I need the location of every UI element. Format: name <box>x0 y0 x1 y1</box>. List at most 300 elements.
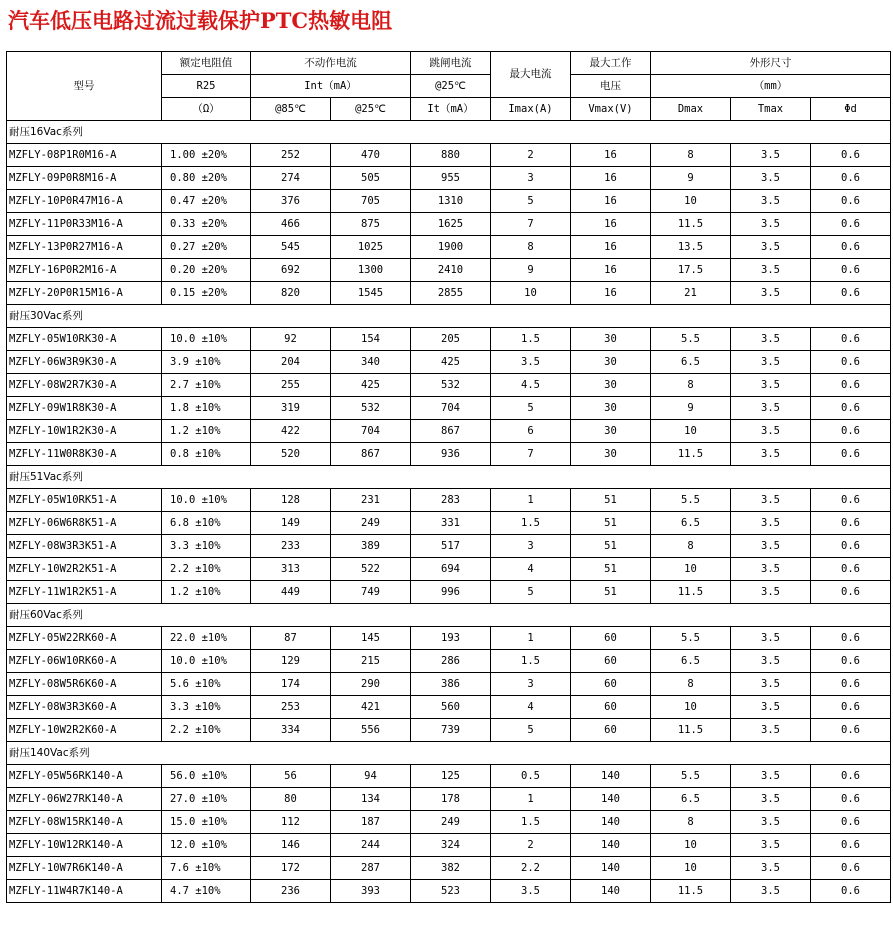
cell-model: MZFLY-06W3R9K30-A <box>7 351 162 374</box>
header-row-1 <box>7 52 891 75</box>
cell-model: MZFLY-08W3R3K60-A <box>7 696 162 719</box>
cell-imax: 3 <box>491 167 571 190</box>
cell-tmax: 3.5 <box>731 144 811 167</box>
cell-dmax: 5.5 <box>651 328 731 351</box>
cell-trip-current: 2855 <box>411 282 491 305</box>
cell-vmax: 51 <box>571 581 651 604</box>
cell-model: MZFLY-11P0R33M16-A <box>7 213 162 236</box>
cell-resistance: 0.27 ±20% <box>162 236 251 259</box>
cell-int-25: 425 <box>331 374 411 397</box>
group-row <box>7 121 891 144</box>
cell-int-85: 129 <box>251 650 331 673</box>
cell-model: MZFLY-10W12RK140-A <box>7 834 162 857</box>
cell-resistance: 10.0 ±10% <box>162 328 251 351</box>
cell-int-85: 233 <box>251 535 331 558</box>
cell-dmax: 8 <box>651 673 731 696</box>
cell-resistance: 0.33 ±20% <box>162 213 251 236</box>
cell-vmax: 140 <box>571 880 651 903</box>
table-row <box>7 673 891 696</box>
table-row <box>7 811 891 834</box>
cell-phid: 0.6 <box>811 857 891 880</box>
cell-int-85: 313 <box>251 558 331 581</box>
cell-vmax: 30 <box>571 351 651 374</box>
cell-resistance: 3.3 ±10% <box>162 696 251 719</box>
cell-phid: 0.6 <box>811 236 891 259</box>
cell-resistance: 2.2 ±10% <box>162 558 251 581</box>
cell-model: MZFLY-05W22RK60-A <box>7 627 162 650</box>
cell-int-85: 692 <box>251 259 331 282</box>
cell-phid: 0.6 <box>811 581 891 604</box>
cell-vmax: 16 <box>571 259 651 282</box>
cell-model: MZFLY-08W2R7K30-A <box>7 374 162 397</box>
cell-resistance: 0.80 ±20% <box>162 167 251 190</box>
cell-int-85: 319 <box>251 397 331 420</box>
cell-model: MZFLY-10W1R2K30-A <box>7 420 162 443</box>
cell-tmax: 3.5 <box>731 190 811 213</box>
cell-phid: 0.6 <box>811 489 891 512</box>
cell-tmax: 3.5 <box>731 673 811 696</box>
cell-int-85: 253 <box>251 696 331 719</box>
cell-phid: 0.6 <box>811 213 891 236</box>
cell-phid: 0.6 <box>811 696 891 719</box>
cell-resistance: 15.0 ±10% <box>162 811 251 834</box>
cell-imax: 4 <box>491 558 571 581</box>
cell-int-25: 154 <box>331 328 411 351</box>
header-trip-at25: @25℃ <box>411 75 491 98</box>
table-row <box>7 558 891 581</box>
table-row <box>7 328 891 351</box>
header-vmax: Vmax(V) <box>571 98 651 121</box>
table-row <box>7 374 891 397</box>
cell-phid: 0.6 <box>811 765 891 788</box>
cell-trip-current: 560 <box>411 696 491 719</box>
cell-tmax: 3.5 <box>731 558 811 581</box>
cell-vmax: 140 <box>571 765 651 788</box>
table-row <box>7 696 891 719</box>
cell-resistance: 2.7 ±10% <box>162 374 251 397</box>
cell-trip-current: 867 <box>411 420 491 443</box>
cell-vmax: 16 <box>571 144 651 167</box>
cell-imax: 1.5 <box>491 512 571 535</box>
cell-resistance: 4.7 ±10% <box>162 880 251 903</box>
cell-model: MZFLY-06W10RK60-A <box>7 650 162 673</box>
cell-vmax: 60 <box>571 627 651 650</box>
cell-model: MZFLY-05W10RK51-A <box>7 489 162 512</box>
cell-imax: 5 <box>491 581 571 604</box>
cell-tmax: 3.5 <box>731 650 811 673</box>
cell-dmax: 10 <box>651 834 731 857</box>
cell-int-85: 149 <box>251 512 331 535</box>
table-row <box>7 236 891 259</box>
cell-tmax: 3.5 <box>731 282 811 305</box>
header-non-trip-current: 不动作电流 <box>251 52 411 75</box>
cell-dmax: 8 <box>651 374 731 397</box>
cell-phid: 0.6 <box>811 420 891 443</box>
header-tmax: Tmax <box>731 98 811 121</box>
cell-resistance: 0.47 ±20% <box>162 190 251 213</box>
cell-int-25: 867 <box>331 443 411 466</box>
cell-imax: 3.5 <box>491 351 571 374</box>
cell-model: MZFLY-09P0R8M16-A <box>7 167 162 190</box>
cell-int-25: 244 <box>331 834 411 857</box>
cell-dmax: 6.5 <box>651 351 731 374</box>
cell-int-25: 421 <box>331 696 411 719</box>
cell-vmax: 30 <box>571 328 651 351</box>
cell-resistance: 0.20 ±20% <box>162 259 251 282</box>
table-row <box>7 144 891 167</box>
cell-tmax: 3.5 <box>731 351 811 374</box>
cell-phid: 0.6 <box>811 834 891 857</box>
cell-model: MZFLY-13P0R27M16-A <box>7 236 162 259</box>
series-label: 耐压16Vac系列 <box>7 121 891 144</box>
cell-tmax: 3.5 <box>731 627 811 650</box>
header-trip-current: 跳闸电流 <box>411 52 491 75</box>
header-voltage: 电压 <box>571 75 651 98</box>
cell-model: MZFLY-06W27RK140-A <box>7 788 162 811</box>
cell-imax: 5 <box>491 190 571 213</box>
series-label: 耐压140Vac系列 <box>7 742 891 765</box>
cell-phid: 0.6 <box>811 259 891 282</box>
cell-vmax: 51 <box>571 558 651 581</box>
table-row <box>7 213 891 236</box>
cell-int-85: 820 <box>251 282 331 305</box>
cell-vmax: 140 <box>571 811 651 834</box>
cell-phid: 0.6 <box>811 374 891 397</box>
cell-imax: 3 <box>491 535 571 558</box>
cell-trip-current: 382 <box>411 857 491 880</box>
cell-int-85: 172 <box>251 857 331 880</box>
cell-trip-current: 694 <box>411 558 491 581</box>
cell-model: MZFLY-08W15RK140-A <box>7 811 162 834</box>
cell-imax: 7 <box>491 213 571 236</box>
cell-vmax: 16 <box>571 190 651 213</box>
cell-vmax: 140 <box>571 857 651 880</box>
cell-trip-current: 249 <box>411 811 491 834</box>
series-label: 耐压51Vac系列 <box>7 466 891 489</box>
cell-vmax: 51 <box>571 535 651 558</box>
cell-dmax: 11.5 <box>651 581 731 604</box>
cell-int-25: 389 <box>331 535 411 558</box>
cell-resistance: 10.0 ±10% <box>162 650 251 673</box>
cell-phid: 0.6 <box>811 650 891 673</box>
cell-imax: 1 <box>491 627 571 650</box>
cell-tmax: 3.5 <box>731 328 811 351</box>
cell-imax: 4.5 <box>491 374 571 397</box>
cell-dmax: 8 <box>651 811 731 834</box>
table-row <box>7 167 891 190</box>
cell-int-25: 1300 <box>331 259 411 282</box>
cell-vmax: 140 <box>571 788 651 811</box>
cell-model: MZFLY-20P0R15M16-A <box>7 282 162 305</box>
cell-imax: 1 <box>491 788 571 811</box>
cell-vmax: 16 <box>571 282 651 305</box>
header-model: 型号 <box>7 52 162 121</box>
cell-trip-current: 880 <box>411 144 491 167</box>
cell-model: MZFLY-09W1R8K30-A <box>7 397 162 420</box>
group-row <box>7 604 891 627</box>
cell-trip-current: 2410 <box>411 259 491 282</box>
cell-dmax: 11.5 <box>651 213 731 236</box>
cell-imax: 3 <box>491 673 571 696</box>
cell-tmax: 3.5 <box>731 236 811 259</box>
cell-int-85: 376 <box>251 190 331 213</box>
cell-trip-current: 331 <box>411 512 491 535</box>
cell-tmax: 3.5 <box>731 788 811 811</box>
cell-dmax: 8 <box>651 144 731 167</box>
cell-vmax: 60 <box>571 719 651 742</box>
cell-trip-current: 1625 <box>411 213 491 236</box>
header-phid: Φd <box>811 98 891 121</box>
header-max-working: 最大工作 <box>571 52 651 75</box>
cell-int-25: 187 <box>331 811 411 834</box>
cell-int-85: 274 <box>251 167 331 190</box>
cell-model: MZFLY-11W4R7K140-A <box>7 880 162 903</box>
cell-tmax: 3.5 <box>731 535 811 558</box>
cell-imax: 5 <box>491 719 571 742</box>
cell-phid: 0.6 <box>811 397 891 420</box>
cell-int-25: 145 <box>331 627 411 650</box>
cell-resistance: 1.00 ±20% <box>162 144 251 167</box>
cell-trip-current: 1900 <box>411 236 491 259</box>
cell-int-85: 56 <box>251 765 331 788</box>
cell-phid: 0.6 <box>811 328 891 351</box>
header-mm: （mm） <box>651 75 891 98</box>
cell-imax: 1.5 <box>491 811 571 834</box>
cell-imax: 1.5 <box>491 650 571 673</box>
cell-imax: 5 <box>491 397 571 420</box>
cell-resistance: 3.9 ±10% <box>162 351 251 374</box>
cell-int-25: 470 <box>331 144 411 167</box>
cell-int-85: 520 <box>251 443 331 466</box>
table-body <box>7 121 891 903</box>
page-title: 汽车低压电路过流过载保护PTC热敏电阻 <box>8 8 393 33</box>
cell-phid: 0.6 <box>811 282 891 305</box>
cell-vmax: 51 <box>571 489 651 512</box>
cell-model: MZFLY-16P0R2M16-A <box>7 259 162 282</box>
cell-int-25: 1025 <box>331 236 411 259</box>
cell-resistance: 22.0 ±10% <box>162 627 251 650</box>
table-row <box>7 650 891 673</box>
cell-int-85: 449 <box>251 581 331 604</box>
cell-int-25: 393 <box>331 880 411 903</box>
header-r25: R25 <box>162 75 251 98</box>
cell-resistance: 0.8 ±10% <box>162 443 251 466</box>
cell-vmax: 60 <box>571 650 651 673</box>
cell-trip-current: 178 <box>411 788 491 811</box>
cell-resistance: 56.0 ±10% <box>162 765 251 788</box>
cell-imax: 2 <box>491 834 571 857</box>
table-row <box>7 420 891 443</box>
cell-phid: 0.6 <box>811 144 891 167</box>
cell-int-25: 522 <box>331 558 411 581</box>
cell-phid: 0.6 <box>811 558 891 581</box>
cell-int-25: 749 <box>331 581 411 604</box>
cell-resistance: 3.3 ±10% <box>162 535 251 558</box>
cell-resistance: 1.2 ±10% <box>162 420 251 443</box>
table-row <box>7 719 891 742</box>
cell-vmax: 30 <box>571 420 651 443</box>
header-at25: @25℃ <box>331 98 411 121</box>
cell-imax: 6 <box>491 420 571 443</box>
cell-model: MZFLY-10W2R2K60-A <box>7 719 162 742</box>
cell-int-85: 422 <box>251 420 331 443</box>
cell-phid: 0.6 <box>811 811 891 834</box>
cell-resistance: 1.8 ±10% <box>162 397 251 420</box>
cell-int-85: 87 <box>251 627 331 650</box>
cell-dmax: 8 <box>651 535 731 558</box>
cell-tmax: 3.5 <box>731 259 811 282</box>
cell-int-85: 128 <box>251 489 331 512</box>
table-row <box>7 489 891 512</box>
table-row <box>7 282 891 305</box>
cell-trip-current: 1310 <box>411 190 491 213</box>
cell-phid: 0.6 <box>811 167 891 190</box>
cell-tmax: 3.5 <box>731 397 811 420</box>
header-dimensions: 外形尺寸 <box>651 52 891 75</box>
cell-phid: 0.6 <box>811 627 891 650</box>
cell-phid: 0.6 <box>811 673 891 696</box>
cell-model: MZFLY-10W7R6K140-A <box>7 857 162 880</box>
cell-resistance: 7.6 ±10% <box>162 857 251 880</box>
cell-int-85: 112 <box>251 811 331 834</box>
cell-tmax: 3.5 <box>731 420 811 443</box>
cell-int-85: 236 <box>251 880 331 903</box>
cell-imax: 1.5 <box>491 328 571 351</box>
table-row <box>7 880 891 903</box>
cell-int-85: 255 <box>251 374 331 397</box>
cell-dmax: 10 <box>651 420 731 443</box>
table-row <box>7 765 891 788</box>
cell-tmax: 3.5 <box>731 374 811 397</box>
cell-int-85: 466 <box>251 213 331 236</box>
cell-int-25: 1545 <box>331 282 411 305</box>
cell-phid: 0.6 <box>811 880 891 903</box>
cell-int-25: 704 <box>331 420 411 443</box>
cell-trip-current: 386 <box>411 673 491 696</box>
cell-int-85: 204 <box>251 351 331 374</box>
cell-tmax: 3.5 <box>731 765 811 788</box>
cell-int-25: 287 <box>331 857 411 880</box>
cell-int-25: 505 <box>331 167 411 190</box>
cell-dmax: 10 <box>651 696 731 719</box>
group-row <box>7 305 891 328</box>
cell-resistance: 12.0 ±10% <box>162 834 251 857</box>
cell-model: MZFLY-05W56RK140-A <box>7 765 162 788</box>
cell-resistance: 5.6 ±10% <box>162 673 251 696</box>
table-row <box>7 627 891 650</box>
cell-int-25: 231 <box>331 489 411 512</box>
cell-int-85: 545 <box>251 236 331 259</box>
cell-resistance: 0.15 ±20% <box>162 282 251 305</box>
cell-int-85: 334 <box>251 719 331 742</box>
cell-int-25: 249 <box>331 512 411 535</box>
cell-dmax: 9 <box>651 167 731 190</box>
header-dmax: Dmax <box>651 98 731 121</box>
cell-vmax: 30 <box>571 397 651 420</box>
series-label: 耐压60Vac系列 <box>7 604 891 627</box>
cell-dmax: 6.5 <box>651 650 731 673</box>
cell-int-25: 556 <box>331 719 411 742</box>
cell-imax: 3.5 <box>491 880 571 903</box>
cell-trip-current: 936 <box>411 443 491 466</box>
cell-dmax: 10 <box>651 190 731 213</box>
cell-trip-current: 425 <box>411 351 491 374</box>
cell-trip-current: 517 <box>411 535 491 558</box>
cell-vmax: 51 <box>571 512 651 535</box>
cell-dmax: 10 <box>651 857 731 880</box>
table-row <box>7 512 891 535</box>
cell-int-85: 146 <box>251 834 331 857</box>
cell-int-85: 252 <box>251 144 331 167</box>
cell-tmax: 3.5 <box>731 581 811 604</box>
cell-tmax: 3.5 <box>731 443 811 466</box>
cell-dmax: 5.5 <box>651 627 731 650</box>
cell-imax: 10 <box>491 282 571 305</box>
cell-trip-current: 324 <box>411 834 491 857</box>
cell-dmax: 5.5 <box>651 765 731 788</box>
cell-model: MZFLY-08W5R6K60-A <box>7 673 162 696</box>
cell-int-25: 705 <box>331 190 411 213</box>
cell-trip-current: 739 <box>411 719 491 742</box>
cell-phid: 0.6 <box>811 443 891 466</box>
cell-phid: 0.6 <box>811 719 891 742</box>
table-row <box>7 535 891 558</box>
cell-imax: 1 <box>491 489 571 512</box>
table-row <box>7 834 891 857</box>
cell-trip-current: 955 <box>411 167 491 190</box>
cell-imax: 0.5 <box>491 765 571 788</box>
cell-trip-current: 205 <box>411 328 491 351</box>
cell-dmax: 6.5 <box>651 788 731 811</box>
header-int-ma: Int（mA） <box>251 75 411 98</box>
cell-tmax: 3.5 <box>731 834 811 857</box>
cell-phid: 0.6 <box>811 351 891 374</box>
cell-imax: 7 <box>491 443 571 466</box>
cell-dmax: 11.5 <box>651 443 731 466</box>
cell-phid: 0.6 <box>811 190 891 213</box>
cell-trip-current: 704 <box>411 397 491 420</box>
cell-trip-current: 532 <box>411 374 491 397</box>
cell-dmax: 21 <box>651 282 731 305</box>
cell-tmax: 3.5 <box>731 167 811 190</box>
cell-dmax: 11.5 <box>651 719 731 742</box>
cell-model: MZFLY-08W3R3K51-A <box>7 535 162 558</box>
group-row <box>7 466 891 489</box>
cell-model: MZFLY-08P1R0M16-A <box>7 144 162 167</box>
cell-model: MZFLY-11W0R8K30-A <box>7 443 162 466</box>
cell-vmax: 60 <box>571 696 651 719</box>
cell-resistance: 10.0 ±10% <box>162 489 251 512</box>
cell-dmax: 13.5 <box>651 236 731 259</box>
table-row <box>7 259 891 282</box>
cell-resistance: 6.8 ±10% <box>162 512 251 535</box>
cell-tmax: 3.5 <box>731 489 811 512</box>
cell-tmax: 3.5 <box>731 512 811 535</box>
header-resistance: 额定电阻值 <box>162 52 251 75</box>
ptc-spec-table <box>6 51 891 903</box>
cell-model: MZFLY-06W6R8K51-A <box>7 512 162 535</box>
cell-tmax: 3.5 <box>731 857 811 880</box>
cell-phid: 0.6 <box>811 512 891 535</box>
table-row <box>7 397 891 420</box>
group-row <box>7 742 891 765</box>
cell-dmax: 6.5 <box>651 512 731 535</box>
table-row <box>7 857 891 880</box>
cell-int-25: 340 <box>331 351 411 374</box>
header-at85: @85℃ <box>251 98 331 121</box>
cell-imax: 9 <box>491 259 571 282</box>
cell-phid: 0.6 <box>811 788 891 811</box>
